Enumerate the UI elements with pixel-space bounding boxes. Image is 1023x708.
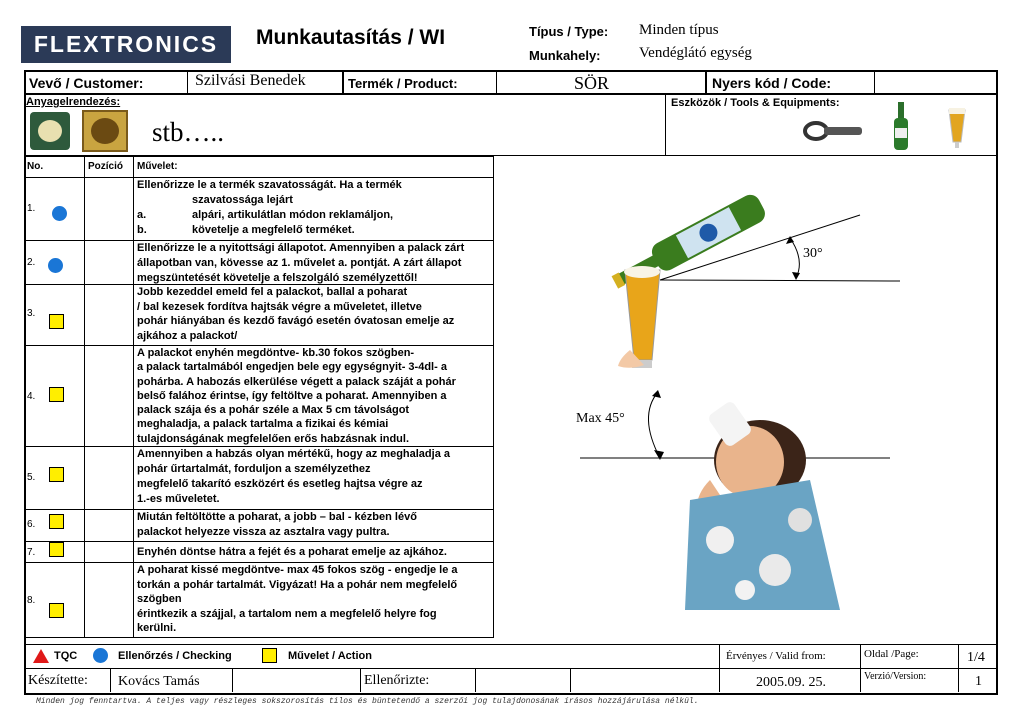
version-value: 1 xyxy=(975,674,982,689)
row-number: 4. xyxy=(27,391,36,402)
action-square-icon xyxy=(49,387,64,402)
col-position-header: Pozíció xyxy=(88,161,124,172)
checked-by-label: Ellenőrizte: xyxy=(364,673,430,688)
tools-label: Eszközök / Tools & Equipments: xyxy=(671,97,840,109)
operation-text: Jobb kezeddel emeld fel a palackot, ballal a poharat / bal kezesek fordítva hajtsák végre a műveletet, illetve pohár hiányában és kezdő favágó esetén óvatosan emelje az ajkához a palackot/ xyxy=(137,286,455,342)
bottle-opener-icon xyxy=(802,116,864,146)
legend-checking-icon xyxy=(93,648,108,663)
valid-from-label: Érvényes / Valid from: xyxy=(726,650,826,662)
etc-text: stb….. xyxy=(152,117,225,147)
action-square-icon xyxy=(49,514,64,529)
row-number: 7. xyxy=(27,547,36,558)
operation-text: Enyhén döntse hátra a fejét és a poharat emelje az ajkához. xyxy=(137,546,447,558)
col-operation-header: Művelet: xyxy=(137,161,178,172)
info-row xyxy=(24,70,998,95)
col-no-header: No. xyxy=(27,161,44,172)
action-square-icon xyxy=(49,542,64,557)
beer-glass-icon xyxy=(947,106,967,150)
row-number: 6. xyxy=(27,519,36,530)
valid-date: 2005.09. 25. xyxy=(756,675,826,690)
action-square-icon xyxy=(49,603,64,618)
angle-45-label: Max 45° xyxy=(576,411,625,426)
page-value: 1/4 xyxy=(967,650,985,665)
row-number: 5. xyxy=(27,472,36,483)
action-square-icon xyxy=(49,314,64,329)
copyright-notice: Minden jog fenntartva. A teljes vagy részleges sokszorosítás tilos és büntetendő a szerzői jog tulajdonosának írásos hozzájárulása nélkül. xyxy=(36,697,699,706)
checking-circle-icon xyxy=(48,258,63,273)
pouring-diagram xyxy=(560,180,960,620)
materials-label: Anyagelrendezés: xyxy=(26,96,121,108)
product-label: Termék / Product: xyxy=(348,76,458,91)
legend-action-icon xyxy=(262,648,277,663)
page-label: Oldal /Page: xyxy=(864,648,919,660)
customer-label: Vevő / Customer: xyxy=(29,75,144,91)
operation-text: Amennyiben a habzás olyan mértékű, hogy az meghaladja a pohár űrtartalmát, forduljon a személyzethez megfelelő takarító eszközért és esetleg hajtsa végre az 1.-es műveletet. xyxy=(137,448,450,505)
prepared-by-value: Kovács Tamás xyxy=(118,674,200,689)
legend-checking: Ellenőrzés / Checking xyxy=(118,650,232,662)
operation-text: Ellenőrizze le a nyitottsági állapotot. Amennyiben a palack zárt állapotban van, kövesse az 1. művelet a. pontját. A zárt állapot megszüntetését követelje a felszolgáló személyzettől! xyxy=(137,242,465,284)
beer-label-1-icon xyxy=(30,112,70,150)
operation-text: A poharat kissé megdöntve- max 45 fokos szög - engedje le a torkán a pohár tartalmát. Vigyázat! Ha a pohár nem megfelelő szögben érintkezik a szájjal, a tartalom nem a megfelelő helyre fog kerülni. xyxy=(137,564,458,634)
workplace-value: Vendéglátó egység xyxy=(639,45,752,61)
type-value: Minden típus xyxy=(639,22,719,38)
legend-action: Művelet / Action xyxy=(288,650,372,662)
workplace-label: Munkahely: xyxy=(529,48,601,63)
checking-circle-icon xyxy=(52,206,67,221)
row-number: 1. xyxy=(27,203,36,214)
customer-value: Szilvási Benedek xyxy=(195,72,306,89)
product-value: SÖR xyxy=(574,73,610,93)
page-title: Munkautasítás / WI xyxy=(256,26,446,49)
angle-30-label: 30° xyxy=(803,246,823,261)
operation-text: Ellenőrizze le a termék szavatosságát. Ha a termék szavatossága lejárt a. alpári, artikulátlan módon reklamáljon, b. követelje a megfelelő terméket. xyxy=(137,179,402,236)
row-number: 2. xyxy=(27,257,36,268)
version-label: Verzió/Version: xyxy=(864,671,927,682)
legend-tqc: TQC xyxy=(54,650,78,662)
beer-bottle-icon xyxy=(892,102,910,150)
row-number: 3. xyxy=(27,308,36,319)
drinking-person-illustration xyxy=(685,400,840,610)
tqc-triangle-icon xyxy=(33,649,49,663)
company-logo xyxy=(21,26,231,63)
action-square-icon xyxy=(49,467,64,482)
operation-text: A palackot enyhén megdöntve- kb.30 fokos szögben- a palack tartalmából engedjen bele egy egységnyit- 3-4dl- a pohárba. A habozás elkerülése végett a palack száját a pohár belső falához érintse, így feltöltve a poharat. Amennyiben a palack szája és a pohár széle a Max 5 cm távolságot meghaladja, a palack tartalma a fizikai és kémiai tulajdonságának megfelelően erős habzásnak indul. xyxy=(137,347,456,445)
prepared-by-label: Készítette: xyxy=(28,673,88,688)
row-number: 8. xyxy=(27,595,36,606)
beer-label-2-icon xyxy=(82,110,128,152)
logo-text: FLEXTRONICS xyxy=(33,31,219,57)
code-label: Nyers kód / Code: xyxy=(712,75,832,91)
operation-text: Miután feltöltötte a poharat, a jobb – bal - kézben lévő palackot helyezze vissza az asztalra vagy pultra. xyxy=(137,511,417,538)
type-label: Típus / Type: xyxy=(529,24,609,39)
